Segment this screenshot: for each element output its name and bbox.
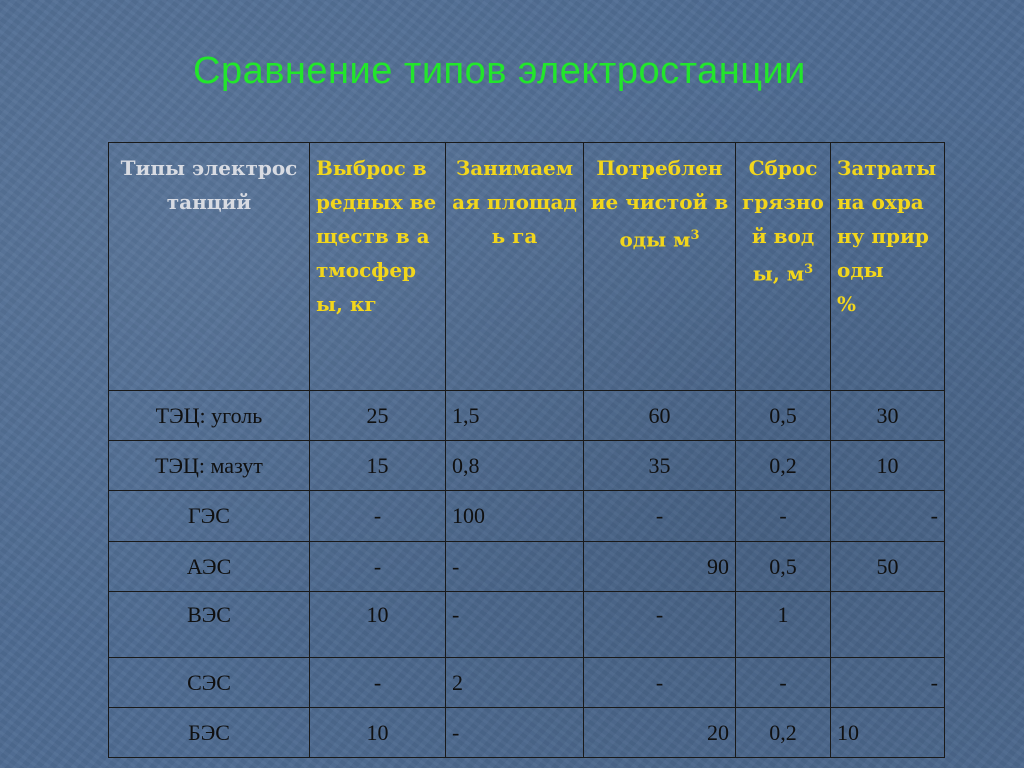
header-water-use-sup: 3	[690, 228, 700, 243]
row-area: 100	[446, 491, 584, 542]
row-emission: 10	[310, 708, 446, 758]
row-area: -	[446, 708, 584, 758]
table-row	[109, 441, 945, 491]
table-row	[109, 491, 945, 542]
header-station-type: Типы электростанций	[109, 143, 310, 391]
row-area: -	[446, 592, 584, 658]
header-cost-text: Затраты на охрану природы	[837, 156, 937, 282]
table-row	[109, 542, 945, 592]
row-cost: -	[831, 658, 945, 708]
row-area: 1,5	[446, 391, 584, 441]
slide-title: Сравнение типов электростанции	[193, 50, 806, 92]
header-emission: Выброс вредных веществ в атмосферы, кг	[310, 143, 446, 391]
row-water: 90	[584, 542, 736, 592]
row-station-name: СЭС	[109, 658, 310, 708]
row-cost	[831, 592, 945, 658]
row-emission: 10	[310, 592, 446, 658]
row-cost: 10	[831, 441, 945, 491]
row-cost: 50	[831, 542, 945, 592]
header-water-use-text: Потребление чистой воды м	[590, 156, 729, 252]
row-cost: -	[831, 491, 945, 542]
row-discharge: -	[736, 658, 831, 708]
row-emission: -	[310, 542, 446, 592]
row-station-name: ГЭС	[109, 491, 310, 542]
row-water: 60	[584, 391, 736, 441]
row-emission: -	[310, 491, 446, 542]
row-water: -	[584, 592, 736, 658]
header-discharge	[736, 143, 831, 391]
comparison-table	[108, 142, 945, 758]
row-station-name: БЭС	[109, 708, 310, 758]
row-discharge: 1	[736, 592, 831, 658]
row-area: -	[446, 542, 584, 592]
header-discharge-text: Сброс грязной воды, м	[742, 156, 824, 286]
table-row	[109, 708, 945, 758]
row-discharge: 0,2	[736, 441, 831, 491]
header-discharge-sup: 3	[804, 262, 814, 277]
row-cost: 30	[831, 391, 945, 441]
row-area: 0,8	[446, 441, 584, 491]
row-discharge: 0,5	[736, 391, 831, 441]
header-area: Занимаемая площадь га	[446, 143, 584, 391]
row-area: 2	[446, 658, 584, 708]
row-emission: 25	[310, 391, 446, 441]
row-station-name: ТЭЦ: мазут	[109, 441, 310, 491]
header-cost-percent: %	[837, 292, 857, 316]
header-water-use	[584, 143, 736, 391]
row-station-name: ВЭС	[109, 592, 310, 658]
row-discharge: -	[736, 491, 831, 542]
row-station-name: ТЭЦ: уголь	[109, 391, 310, 441]
header-cost	[831, 143, 945, 391]
row-discharge: 0,5	[736, 542, 831, 592]
row-emission: -	[310, 658, 446, 708]
table-row	[109, 391, 945, 441]
row-station-name: АЭС	[109, 542, 310, 592]
row-water: 35	[584, 441, 736, 491]
row-water: -	[584, 658, 736, 708]
row-cost: 10	[831, 708, 945, 758]
row-water: -	[584, 491, 736, 542]
row-discharge: 0,2	[736, 708, 831, 758]
header-row	[109, 143, 945, 391]
table-row	[109, 592, 945, 658]
table-row	[109, 658, 945, 708]
row-emission: 15	[310, 441, 446, 491]
row-water: 20	[584, 708, 736, 758]
